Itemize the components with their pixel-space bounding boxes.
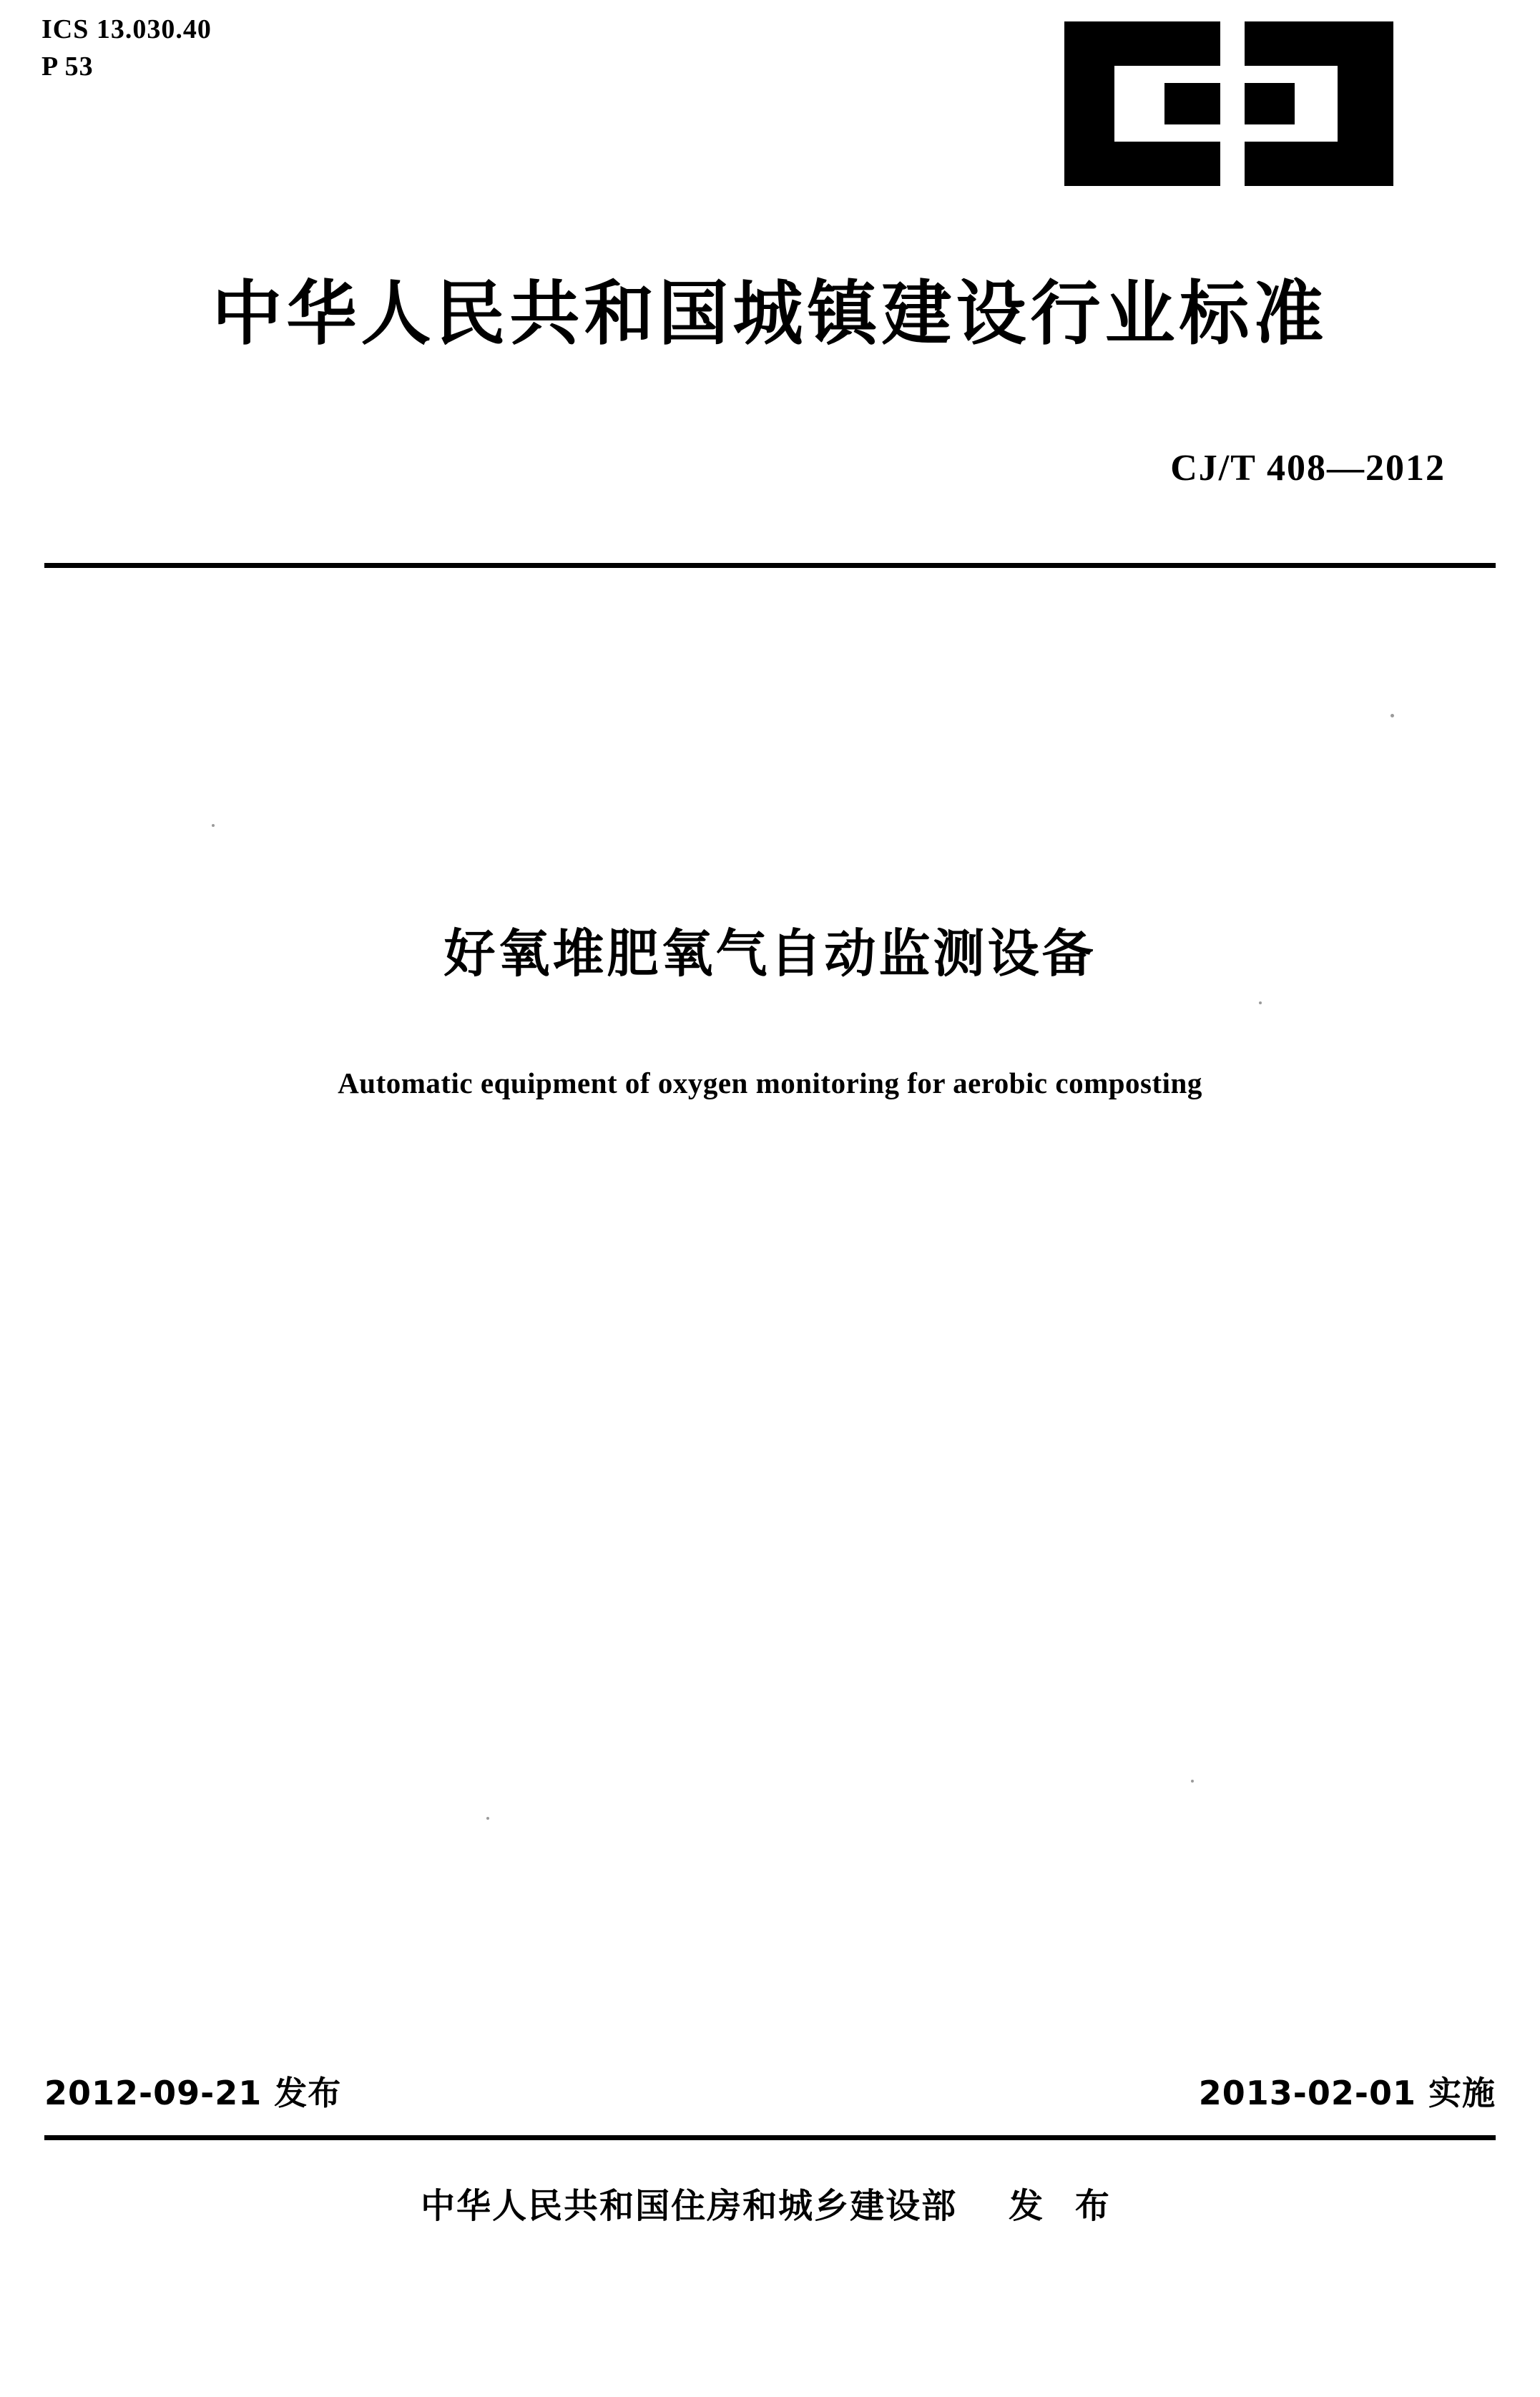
- ics-code: ICS 13.030.40: [41, 14, 212, 44]
- scan-speckle: [486, 1817, 489, 1820]
- page-title: 中华人民共和国城镇建设行业标准: [212, 273, 1328, 355]
- divider-top: [44, 563, 1496, 568]
- scan-speckle: [1391, 714, 1394, 717]
- scan-speckle: [1259, 1001, 1262, 1004]
- publisher-line: [0, 2178, 1540, 2227]
- document-title-english: Automatic equipment of oxygen monitoring for aerobic composting: [338, 1067, 1202, 1099]
- cj-logo-icon: [1057, 21, 1393, 186]
- scan-speckle: [212, 824, 215, 827]
- document-title-chinese: 好氧堆肥氧气自动监测设备: [443, 923, 1097, 984]
- scan-speckle: [1191, 1780, 1194, 1783]
- publisher-verb: 发 布: [1009, 2186, 1119, 2226]
- issue-date: 2012-09-21 发布: [44, 2074, 342, 2112]
- effective-date: 2013-02-01 实施: [1198, 2074, 1496, 2112]
- classification-code: P 53: [41, 51, 94, 82]
- divider-bottom: [44, 2135, 1496, 2140]
- classification-codes: [41, 13, 212, 84]
- standard-number: CJ/T 408—2012: [1170, 448, 1446, 489]
- publisher-name: 中华人民共和国住房和城乡建设部: [421, 2186, 958, 2226]
